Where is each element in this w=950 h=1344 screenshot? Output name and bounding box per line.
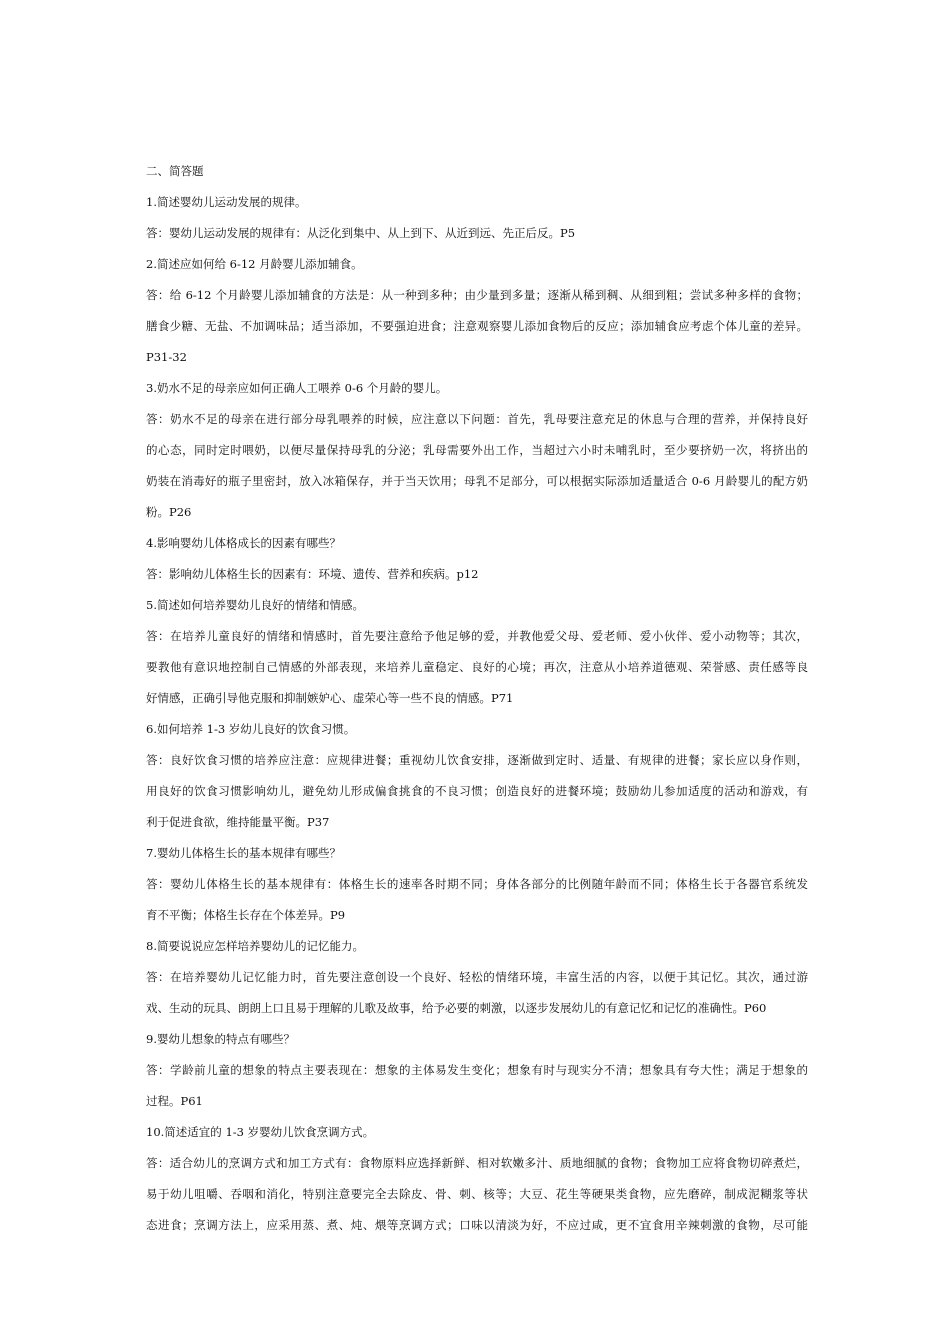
answer-1: 答：婴幼儿运动发展的规律有：从泛化到集中、从上到下、从近到远、先正后反。P5 (146, 226, 576, 240)
question-6: 6.如何培养 1-3 岁幼儿良好的饮食习惯。 (146, 722, 356, 736)
question-2: 2.简述应如何给 6-12 月龄婴儿添加辅食。 (146, 257, 363, 271)
question-4: 4.影响婴幼儿体格成长的因素有哪些？ (146, 536, 341, 550)
answer-3-line-2: 的心态，同时定时喂奶，以便尽量保持母乳的分泌；乳母需要外出工作，当超过六小时未哺乳时，至少要挤奶一次，将挤出的 (146, 443, 808, 457)
answer-2-line-1: 答：给 6-12 个月龄婴儿添加辅食的方法是：从一种到多种；由少量到多量；逐渐从稀到稠、从细到粗；尝试多种多样的食物； (146, 288, 808, 302)
answer-10-line-1: 答：适合幼儿的烹调方式和加工方式有：食物原料应选择新鲜、相对软嫩多汁、质地细腻的食物；食物加工应将食物切碎煮烂， (146, 1156, 808, 1170)
answer-3-line-3: 奶装在消毒好的瓶子里密封，放入冰箱保存，并于当天饮用；母乳不足部分，可以根据实际添加适量适合 0-6 月龄婴儿的配方奶 (146, 474, 808, 488)
question-10: 10.简述适宜的 1-3 岁婴幼儿饮食烹调方式。 (146, 1125, 375, 1139)
question-9: 9.婴幼儿想象的特点有哪些？ (146, 1032, 295, 1046)
question-1: 1.简述婴幼儿运动发展的规律。 (146, 195, 307, 209)
answer-3-line-4: 粉。P26 (146, 505, 192, 519)
answer-5-line-1: 答：在培养儿童良好的情绪和情感时，首先要注意给予他足够的爱，并教他爱父母、爱老师、爱小伙伴、爱小动物等；其次， (146, 629, 808, 643)
answer-8-line-2: 戏、生动的玩具、朗朗上口且易于理解的儿歌及故事，给予必要的刺激，以逐步发展幼儿的有意记忆和记忆的准确性。P60 (146, 1001, 767, 1015)
answer-8-line-1: 答：在培养婴幼儿记忆能力时，首先要注意创设一个良好、轻松的情绪环境，丰富生活的内容，以便于其记忆。其次，通过游 (146, 970, 808, 984)
answer-3-line-1: 答：奶水不足的母亲在进行部分母乳喂养的时候，应注意以下问题：首先，乳母要注意充足的休息与合理的营养，并保持良好 (146, 412, 808, 426)
question-3: 3.奶水不足的母亲应如何正确人工喂养 0-6 个月龄的婴儿。 (146, 381, 448, 395)
answer-5-line-2: 要教他有意识地控制自己情感的外部表现，来培养儿童稳定、良好的心境；再次，注意从小培养道德观、荣誉感、责任感等良 (146, 660, 808, 674)
question-8: 8.简要说说应怎样培养婴幼儿的记忆能力。 (146, 939, 364, 953)
answer-2-line-3: P31-32 (146, 350, 187, 364)
question-5: 5.简述如何培养婴幼儿良好的情绪和情感。 (146, 598, 364, 612)
answer-6-line-3: 利于促进食欲，维持能量平衡。P37 (146, 815, 330, 829)
answer-9-line-2: 过程。P61 (146, 1094, 203, 1108)
question-7: 7.婴幼儿体格生长的基本规律有哪些？ (146, 846, 341, 860)
answer-10-line-2: 易于幼儿咀嚼、吞咽和消化，特别注意要完全去除皮、骨、刺、核等；大豆、花生等硬果类食物，应先磨碎，制成泥糊浆等状 (146, 1187, 808, 1201)
document-body (146, 156, 808, 1241)
answer-6-line-2: 用良好的饮食习惯影响幼儿，避免幼儿形成偏食挑食的不良习惯；创造良好的进餐环境；鼓励幼儿参加适度的活动和游戏，有 (146, 784, 808, 798)
answer-2-line-2: 膳食少糖、无盐、不加调味品；适当添加，不要强迫进食；注意观察婴儿添加食物后的反应；添加辅食应考虑个体儿童的差异。 (146, 319, 808, 333)
answer-10-line-3: 态进食；烹调方法上，应采用蒸、煮、炖、煨等烹调方式；口味以清淡为好，不应过咸，更不宜食用辛辣刺激的食物，尽可能 (146, 1218, 808, 1232)
answer-9-line-1: 答：学龄前儿童的想象的特点主要表现在：想象的主体易发生变化；想象有时与现实分不清；想象具有夸大性；满足于想象的 (146, 1063, 808, 1077)
answer-4: 答：影响幼儿体格生长的因素有：环境、遗传、营养和疾病。p12 (146, 567, 479, 581)
answer-7-line-1: 答：婴幼儿体格生长的基本规律有：体格生长的速率各时期不同；身体各部分的比例随年龄而不同；体格生长于各器官系统发 (146, 877, 808, 891)
answer-7-line-2: 育不平衡；体格生长存在个体差异。P9 (146, 908, 346, 922)
answer-5-line-3: 好情感，正确引导他克服和抑制嫉妒心、虚荣心等一些不良的情感。P71 (146, 691, 514, 705)
section-heading: 二、简答题 (146, 164, 204, 178)
answer-6-line-1: 答：良好饮食习惯的培养应注意：应规律进餐；重视幼儿饮食安排，逐渐做到定时、适量、有规律的进餐；家长应以身作则， (146, 753, 808, 767)
